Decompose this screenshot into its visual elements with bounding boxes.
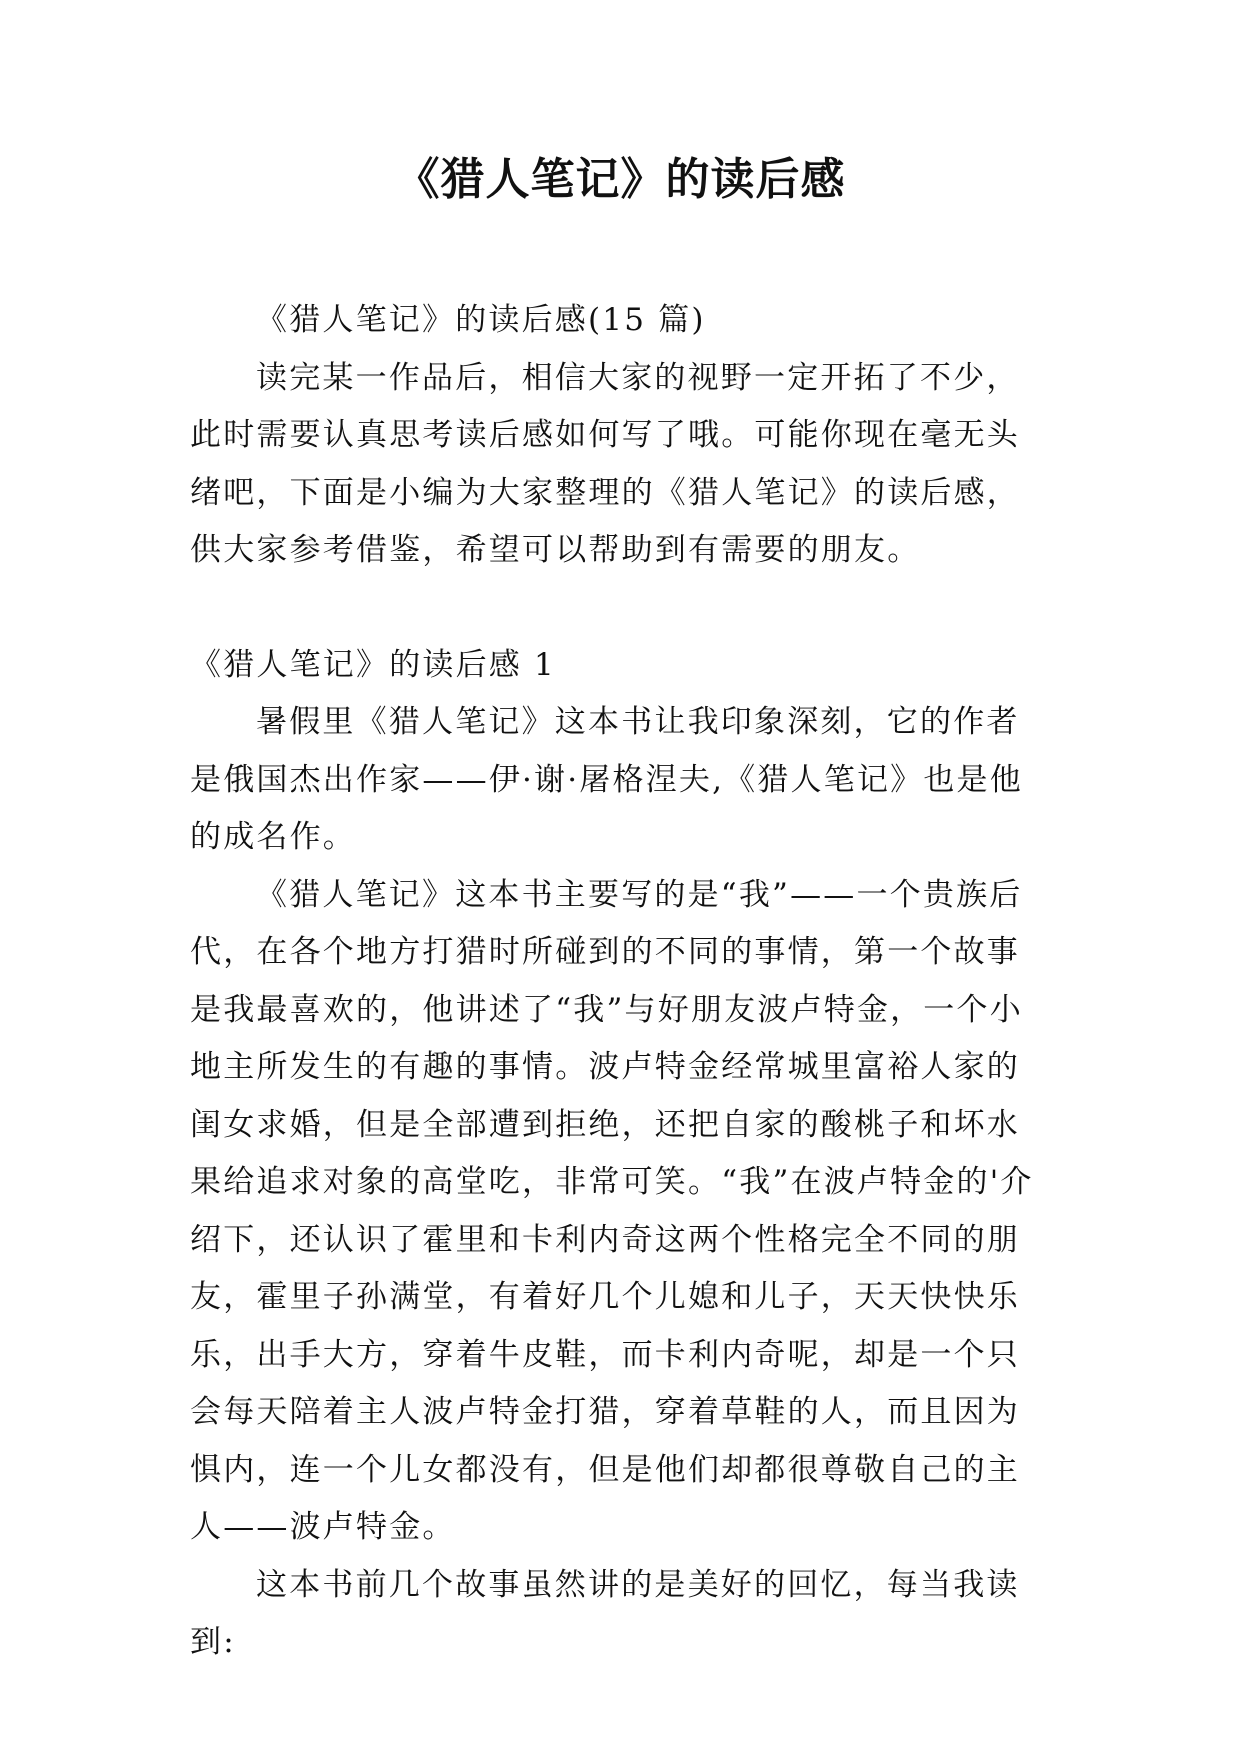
body-paragraph-3: 这本书前几个故事虽然讲的是美好的回忆，每当我读到: xyxy=(190,1566,1020,1660)
subtitle-line: 《猎人笔记》的读后感(15 篇) xyxy=(256,302,706,338)
section-heading: 《猎人笔记》的读后感 1 xyxy=(190,646,556,683)
body-paragraph-2: 《猎人笔记》这本书主要写的是“我”——一个贵族后代，在各个地方打猎时所碰到的不同的事情，第一个故事是我最喜欢的，他讲述了“我”与好朋友波卢特金，一个小地主所发生的有趣的事情。波卢特金经常城里富裕人家的闺女求婚，但是全部遭到拒绝，还把自家的酸桃子和坏水果给追求对象的高堂吃，非常可笑。“我”在波卢特金的'介绍下，还认识了霍里和卡利内奇这两个性格完全不同的朋友，霍里子孙满堂，有着好几个儿媳和儿子，天天快快乐乐，出手大方，穿着牛皮鞋，而卡利内奇呢，却是一个只会每天陪着主人波卢特金打猎，穿着草鞋的人，而且因为惧内，连一个儿女都没有，但是他们却都很尊敬自己的主人——波卢特金。 xyxy=(190,876,1034,1545)
section-spacer xyxy=(190,580,1050,637)
intro-paragraph: 读完某一作品后，相信大家的视野一定开拓了不少，此时需要认真思考读后感如何写了哦。可能你现在毫无头绪吧，下面是小编为大家整理的《猎人笔记》的读后感，供大家参考借鉴，希望可以帮助到有需要的朋友。 xyxy=(190,359,1020,568)
page-title: 《猎人笔记》的读后感 xyxy=(395,154,846,205)
document-body xyxy=(190,292,1050,1672)
body-paragraph-1: 暑假里《猎人笔记》这本书让我印象深刻，它的作者是俄国杰出作家——伊·谢·屠格涅夫,《猎人笔记》也是他的成名作。 xyxy=(190,704,1023,855)
